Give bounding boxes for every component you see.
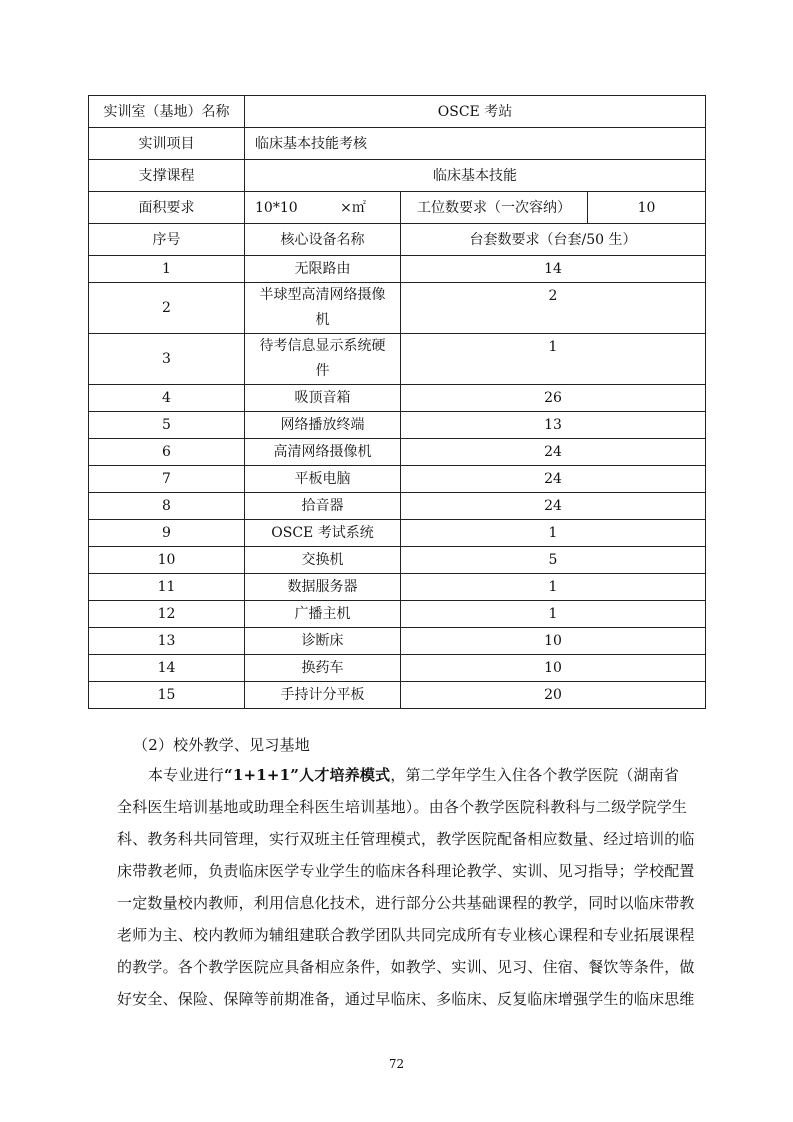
line1-post: ，第二学年学生入住各个教学医院（湖南省 xyxy=(390,766,680,784)
row-equipment: 网络播放终端 xyxy=(245,412,401,439)
row-quantity: 20 xyxy=(401,682,706,709)
row-equipment: 交换机 xyxy=(245,547,401,574)
training-mode-bold: “1+1+1”人才培养模式 xyxy=(224,766,391,784)
table-row xyxy=(89,466,706,493)
table-row xyxy=(89,439,706,466)
table-row xyxy=(89,655,706,682)
paragraph-line: 老师为主、校内教师为辅组建联合教学团队共同完成所有专业核心课程和专业拓展课程 xyxy=(117,926,695,944)
row-index: 10 xyxy=(89,547,245,574)
row-equipment: 半球型高清网络摄像机 xyxy=(245,283,401,334)
project-value: 临床基本技能考核 xyxy=(245,128,706,160)
row-equipment: 广播主机 xyxy=(245,601,401,628)
section-heading: （2）校外教学、见习基地 xyxy=(133,736,310,754)
equipment-table xyxy=(88,95,706,709)
area-label: 面积要求 xyxy=(89,192,245,224)
course-value: 临床基本技能 xyxy=(245,160,706,192)
row-quantity: 13 xyxy=(401,412,706,439)
row-index: 6 xyxy=(89,439,245,466)
table-row xyxy=(89,412,706,439)
room-value: OSCE 考站 xyxy=(245,96,706,128)
row-equipment: 拾音器 xyxy=(245,493,401,520)
row-quantity: 1 xyxy=(401,574,706,601)
row-index: 13 xyxy=(89,628,245,655)
table-row xyxy=(89,385,706,412)
row-quantity: 10 xyxy=(401,655,706,682)
course-label: 支撑课程 xyxy=(89,160,245,192)
row-equipment: 高清网络摄像机 xyxy=(245,439,401,466)
room-label: 实训室（基地）名称 xyxy=(89,96,245,128)
page-number: 72 xyxy=(388,1057,405,1071)
course-row xyxy=(89,160,706,192)
area-value: 10*10 xyxy=(255,199,298,216)
row-quantity: 24 xyxy=(401,466,706,493)
row-index: 7 xyxy=(89,466,245,493)
table-row xyxy=(89,334,706,385)
row-quantity: 2 xyxy=(401,283,706,334)
row-equipment: 手持计分平板 xyxy=(245,682,401,709)
row-quantity: 1 xyxy=(401,601,706,628)
row-quantity: 24 xyxy=(401,493,706,520)
row-equipment: 无限路由 xyxy=(245,256,401,283)
row-index: 12 xyxy=(89,601,245,628)
row-quantity: 1 xyxy=(401,334,706,385)
row-index: 4 xyxy=(89,385,245,412)
row-index: 14 xyxy=(89,655,245,682)
table-row xyxy=(89,283,706,334)
table-row xyxy=(89,547,706,574)
paragraph-line: 的教学。各个教学医院应具备相应条件，如教学、实训、见习、住宿、餐饮等条件，做 xyxy=(117,958,695,976)
row-index: 11 xyxy=(89,574,245,601)
paragraph-line: 科、教务科共同管理，实行双班主任管理模式，教学医院配备相应数量、经过培训的临 xyxy=(117,830,695,848)
stations-label: 工位数要求（一次容纳） xyxy=(401,192,588,224)
area-unit: ×㎡ xyxy=(340,199,366,216)
row-equipment: 数据服务器 xyxy=(245,574,401,601)
row-index: 15 xyxy=(89,682,245,709)
row-quantity: 24 xyxy=(401,439,706,466)
row-index: 2 xyxy=(89,283,245,334)
table-row xyxy=(89,520,706,547)
table-row xyxy=(89,574,706,601)
row-equipment: OSCE 考试系统 xyxy=(245,520,401,547)
stations-value: 10 xyxy=(588,192,706,224)
row-equipment: 诊断床 xyxy=(245,628,401,655)
paragraph-line: 床带教老师，负责临床医学专业学生的临床各科理论教学、实训、见习指导；学校配置 xyxy=(117,862,695,880)
table-row xyxy=(89,493,706,520)
area-row xyxy=(89,192,706,224)
row-index: 1 xyxy=(89,256,245,283)
header-index: 序号 xyxy=(89,224,245,256)
project-row xyxy=(89,128,706,160)
area-value-cell xyxy=(245,192,401,224)
row-index: 9 xyxy=(89,520,245,547)
row-index: 5 xyxy=(89,412,245,439)
row-quantity: 5 xyxy=(401,547,706,574)
room-row xyxy=(89,96,706,128)
header-equipment: 核心设备名称 xyxy=(245,224,401,256)
table-row xyxy=(89,628,706,655)
line1-pre: 本专业进行 xyxy=(148,766,225,784)
paragraph-line-1 xyxy=(148,764,679,785)
row-equipment: 吸顶音箱 xyxy=(245,385,401,412)
row-equipment: 待考信息显示系统硬件 xyxy=(245,334,401,385)
table-row xyxy=(89,682,706,709)
row-quantity: 14 xyxy=(401,256,706,283)
row-equipment: 换药车 xyxy=(245,655,401,682)
table-row xyxy=(89,256,706,283)
row-index: 3 xyxy=(89,334,245,385)
row-equipment: 平板电脑 xyxy=(245,466,401,493)
project-label: 实训项目 xyxy=(89,128,245,160)
header-quantity: 台套数要求（台套/50 生） xyxy=(401,224,706,256)
row-quantity: 26 xyxy=(401,385,706,412)
row-quantity: 10 xyxy=(401,628,706,655)
row-quantity: 1 xyxy=(401,520,706,547)
table-header-row xyxy=(89,224,706,256)
paragraph-line: 好安全、保险、保障等前期准备，通过早临床、多临床、反复临床增强学生的临床思维 xyxy=(117,990,695,1008)
row-index: 8 xyxy=(89,493,245,520)
paragraph-line: 全科医生培训基地或助理全科医生培训基地）。由各个教学医院科教科与二级学院学生 xyxy=(117,798,688,816)
paragraph-line: 一定数量校内教师，利用信息化技术，进行部分公共基础课程的教学，同时以临床带教 xyxy=(117,894,695,912)
table-row xyxy=(89,601,706,628)
